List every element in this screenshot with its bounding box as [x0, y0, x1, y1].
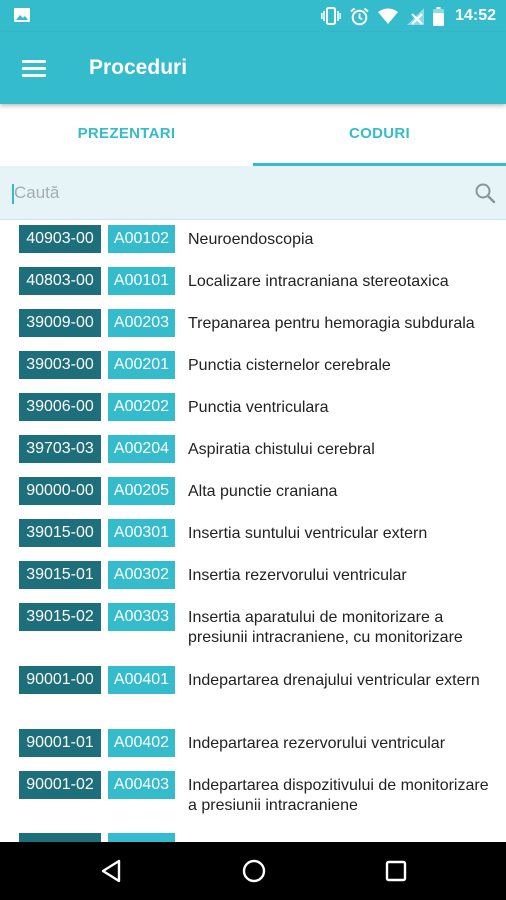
procedure-name: Insertia aparatului de monitorizare a presiunii intracraniene, cu monitorizare	[188, 609, 463, 646]
back-icon[interactable]	[98, 856, 128, 886]
procedure-code: 39003-00	[19, 351, 101, 379]
procedure-code: 40803-00	[19, 267, 101, 295]
vibrate-icon	[321, 7, 341, 25]
procedure-code: 90001-00	[19, 666, 101, 694]
procedures-list	[0, 220, 506, 842]
procedure-code-alt: A00203	[108, 309, 175, 337]
page-title: Proceduri	[89, 56, 188, 79]
procedure-code: 39006-00	[19, 393, 101, 421]
battery-icon	[433, 7, 444, 26]
no-signal-icon	[407, 8, 424, 25]
procedure-code: 90001-01	[19, 729, 101, 757]
procedure-name: Indepartarea rezervorului ventricular	[188, 735, 446, 752]
procedure-code-alt: A00101	[108, 267, 175, 295]
status-bar	[0, 0, 506, 32]
procedure-code: 39015-01	[19, 561, 101, 589]
tab-prezentari[interactable]: PREZENTARI	[77, 125, 176, 142]
procedure-code: 90000-00	[19, 477, 101, 505]
app-bar	[0, 32, 506, 104]
procedure-name: Alta punctie craniana	[188, 483, 338, 500]
procedure-code-alt: A00403	[108, 771, 175, 799]
procedure-code-alt: A00201	[108, 351, 175, 379]
procedure-name: Indepartarea dispozitivului de monitorizare a presiunii intracraniene	[188, 777, 489, 814]
procedure-code: 39009-00	[19, 309, 101, 337]
search-bar	[0, 166, 506, 220]
procedure-code-alt: A00301	[108, 519, 175, 547]
procedure-code-alt: A00303	[108, 603, 175, 631]
procedure-code-alt: A00402	[108, 729, 175, 757]
procedure-name: Insertia rezervorului ventricular	[188, 567, 407, 584]
procedure-code-alt: A00102	[108, 225, 175, 253]
hamburger-menu-icon[interactable]	[22, 58, 48, 78]
clock: 14:52	[455, 7, 496, 24]
procedure-code-alt: A00204	[108, 435, 175, 463]
procedure-name: Trepanarea pentru hemoragia subdurala	[188, 315, 475, 332]
image-icon	[14, 8, 30, 22]
system-nav-bar	[0, 842, 506, 900]
procedure-name: Localizare intracraniana stereotaxica	[188, 273, 449, 290]
procedure-name: Aspiratia chistului cerebral	[188, 441, 375, 458]
alarm-icon	[350, 7, 369, 26]
procedure-code-alt	[108, 833, 175, 842]
procedure-code: 90001-02	[19, 771, 101, 799]
home-icon[interactable]	[239, 856, 269, 886]
tab-bar	[0, 104, 506, 166]
wifi-icon	[378, 8, 398, 24]
procedure-code-alt: A00401	[108, 666, 175, 694]
status-icons	[321, 0, 496, 32]
procedure-code	[19, 833, 101, 842]
search-input[interactable]	[14, 176, 454, 210]
procedure-code: 39015-00	[19, 519, 101, 547]
procedure-name: Insertia suntului ventricular extern	[188, 525, 428, 542]
search-icon[interactable]	[474, 182, 496, 204]
procedure-code: 39703-03	[19, 435, 101, 463]
recents-icon[interactable]	[381, 856, 411, 886]
procedure-code: 40903-00	[19, 225, 101, 253]
procedure-code-alt: A00205	[108, 477, 175, 505]
procedure-name: Indepartarea drenajului ventricular extern	[188, 672, 480, 689]
procedure-name: Neuroendoscopia	[188, 231, 314, 248]
procedure-name: Punctia ventriculara	[188, 399, 329, 416]
procedure-code-alt: A00202	[108, 393, 175, 421]
procedure-code-alt: A00302	[108, 561, 175, 589]
tab-coduri[interactable]: CODURI	[349, 125, 410, 142]
procedure-code: 39015-02	[19, 603, 101, 631]
procedure-name: Punctia cisternelor cerebrale	[188, 357, 391, 374]
